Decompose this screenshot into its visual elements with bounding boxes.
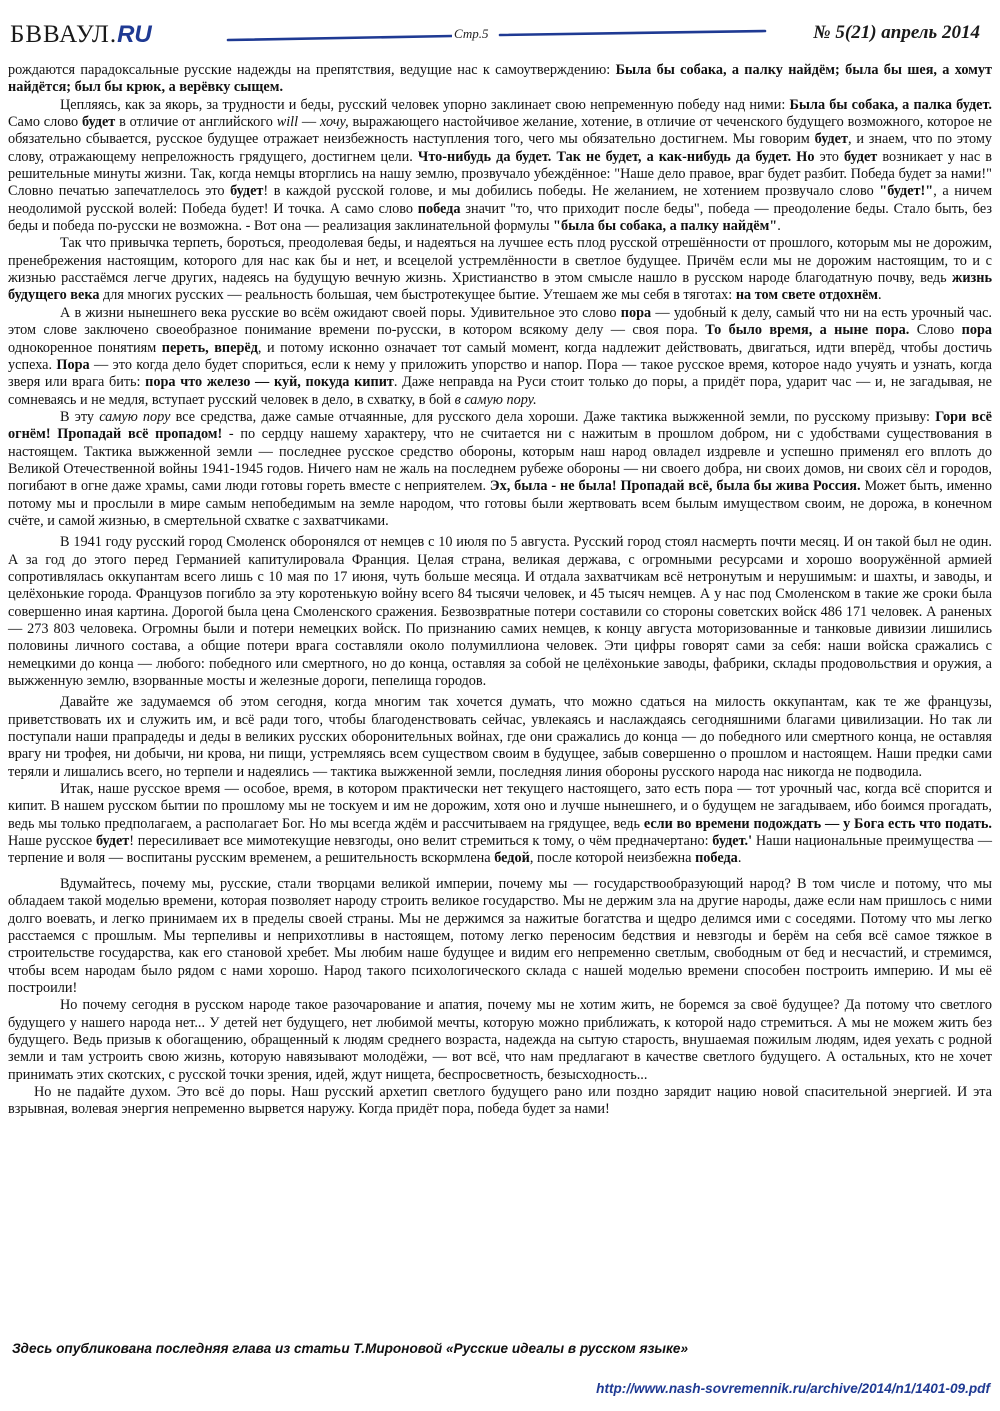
- bold-phrase: То было время, а ныне пора.: [705, 322, 910, 339]
- masthead-logo-ru: RU: [117, 21, 152, 48]
- paragraph-7: Давайте же задумаемся об этом сегодня, когда многим так хочется думать, что можно сдаться на милость оккупантам, как те же французы, приветствовать их и служить им, и всё ради того, чтобы благоденствовать сейчас, увлекаясь и наслаждаясь сегодняшними благами цивилизации. Но так ли поступали наши прапрадеды и деды в великих русских оборонительных войнах, где они сражались до конца — до победного или смертного конца, не оставляя врагу ни трофея, ни добычи, ни крова, ни пищи, устремляясь всем существом своим в будущее, забыв совершенно о прошлом и настоящем. Наши предки сами теряли и лишались всего, но терпели и надеялись — тактика выжженной земли, последняя линия обороны русского народа нас никогда не подводила.: [8, 694, 992, 780]
- paragraph-1: рождаются парадоксальные русские надежды на препятствия, ведущие нас к самоутверждению: Была бы собака, а палку найдём; была бы шея, а хомут найдётся; был бы крюк, а верёвку сыщем.: [8, 62, 993, 96]
- bold-phrase: переть, вперёд: [161, 339, 258, 356]
- bold-phrase: Была бы собака, а палку найдём; была бы шея, а хомут найдётся; был бы крюк, а верёвку сыщем.: [8, 62, 993, 96]
- header-rule-line: [228, 31, 765, 40]
- bold-phrase: победа: [695, 850, 738, 867]
- bold-phrase: победа: [417, 200, 461, 217]
- bold-phrase: бедой: [494, 850, 530, 867]
- bold-phrase: будет: [95, 833, 130, 850]
- paragraph-5: В эту самую пору все средства, даже самые отчаянные, для русского дела хороши. Даже тактика выжженной земли, по русскому призыву: Гори всё огнём! Пропадай всё пропадом! - по сердцу нашему характеру, что не считается ни с нажитым в прошлом добром, ни с удобствами существования в настоящем. Тактика выжженной земли — последнее русское средство обороны, которым наш народ овладел издревле и успешно применял его вплоть до Великой Отечественной войны 1941-1945 годов. Ничего нам не жаль на последнем рубеже обороны — ни своего добра, ни своих домов, ни своих сёл и городов, погибают в огне даже храмы, сами люди готовы гореть вместе с неприятелем. Эх, была - не была! Пропадай всё, была бы жива Россия. Может быть, именно потому мы и прослыли в мире самым непобедимым на земле народом, что готовы были жертвовать всем былым имуществом своим, не дорожа, в конечном счёте, и самой жизнью, в смертельной схватке с захватчиками.: [8, 408, 992, 529]
- italic-phrase: хочу,: [319, 114, 349, 131]
- bold-phrase: на том свете отдохнём: [735, 287, 878, 304]
- bold-phrase: Что-нибудь да будет. Так не будет, а как-нибудь да будет. Но: [417, 148, 815, 165]
- paragraph-11: Но не падайте духом. Это всё до поры. Наш русский архетип светлого будущего рано или поздно зарядит нацию новой спасительной энергией. И эта взрывная, волевая энергия непременно вырвется наружу. Когда придёт пора, победа будет за нами!: [8, 1083, 992, 1118]
- masthead-logo-text: БВВАУЛ.: [10, 21, 118, 48]
- bold-phrase: Гори всё огнём! Пропадай всё пропадом!: [8, 408, 992, 443]
- italic-phrase: самую пору: [99, 408, 171, 425]
- bold-phrase: пора что железо — куй, покуда кипит: [145, 374, 394, 391]
- paragraph-3: Так что привычка терпеть, бороться, преодолевая беды, и надеяться на лучшее есть плод русской отрешённости от прошлого, которым мы не дорожим, пренебрежения настоящим, которого для нас как бы и нет, и всецелой устремлённости в светлое будущее. Причём если мы не дорожим настоящим, то и с жизнью расстаёмся легче других, надеясь на будущую вечную жизнь. Христианство в этом смысле нашло в русском народе благодатную почву, ведь жизнь будущего века для многих русских — реальность большая, чем быстротекущее бытие. Утешаем же мы себя в тяготах: на том свете отдохнём.: [8, 235, 992, 304]
- masthead-logo: [10, 21, 152, 49]
- paragraph-10: Но почему сегодня в русском народе такое разочарование и апатия, почему мы не хотим жить, не боремся за своё будущее? Да потому что светлого будущего у нашего народа нет... У детей нет будущего, нет любимой мечты, которую можно приближать, к которой надо стремиться. А мы не можем жить без будущего. Ведь призыв к обогащению, обращенный к людям среднего возраста, надежда на сытую старость, внушаемая пожилым людям, идея уехать с родной земли и там устроить свою жизнь, которую навязывают молодёжи, — вот всё, что нам предлагают в качестве светлого будущего. А остальных, кто не хочет принимать этих скотских, с русской точки зрения, идей, ждут нищета, беспросветность, безысходность...: [8, 997, 992, 1083]
- bold-phrase: будет: [81, 114, 116, 131]
- italic-phrase: в самую пору.: [454, 391, 537, 408]
- paragraph-9: Вдумайтесь, почему мы, русские, стали творцами великой империи, почему мы — государствообразующий народ? В том числе и потому, что мы обладаем такой моделью времени, которая позволяет народу строить великое государство. Мы не держим зла на другие народы, даже если нам пришлось с ними долго воевать, и легко принимаем их в пределы своей страны. Мы не держимся за нажитые богатства и щедро делимся ими с соседями. Потому что мы легко расстаемся с прошлым. Мы терпеливы и неприхотливы в настоящем, потому легко переносим бедствия и невзгоды и берём на себя всё самое тяжкое в строительстве государства, как его становой хребет. Мы любим наше будущее и видим его непременно светлым, свободным от бед и несчастий, и стремимся, чтобы всем народам было рядом с нами хорошо. Народ такого психологического склада с нашей моделью времени способен построить империю. И мы её построили!: [8, 875, 992, 996]
- italic-phrase: will: [276, 114, 299, 131]
- page-number: Стр.5: [454, 26, 489, 41]
- bold-phrase: будет: [230, 183, 264, 200]
- bold-phrase: пора: [620, 304, 652, 321]
- bold-phrase: будет: [843, 148, 878, 165]
- article-body: [8, 62, 992, 1119]
- bold-phrase: Эх, была - не была! Пропадай всё, была бы жива Россия.: [489, 478, 861, 495]
- paragraph-8: Итак, наше русское время — особое, время, в котором практически нет текущего настоящего, зато есть пора — тот урочный час, когда всё спорится и кипит. В нашем русском бытии по прошлому мы не тоскуем и им не дорожим, хотя оно и лучше нынешнего, и о будущем не загадываем, ибо боимся прогадать, ведь мы только предполагаем, а располагает Бог. Но мы всегда ждём и рассчитываем на грядущее, ведь если во времени подождать — у Бога есть что подать. Наше русское будет! пересиливает все мимотекущие невзгоды, оно велит стремиться к тому, о чём предначертано: будет.' Наши национальные преимущества — терпение и воля — воспитаны русским временем, а решительность вскормлена бедой, после которой неизбежна победа.: [8, 781, 992, 867]
- page-header: [0, 0, 1000, 50]
- source-link[interactable]: http://www.nash-sovremennik.ru/archive/2014/n1/1401-09.pdf: [596, 1381, 990, 1396]
- bold-phrase: "была бы собака, а палку найдём": [553, 218, 778, 235]
- bold-phrase: Пора: [56, 356, 90, 373]
- bold-phrase: жизнь будущего века: [8, 270, 992, 304]
- paragraph-2: Цепляясь, как за якорь, за трудности и беды, русский человек упорно заклинает свою непременную победу над ними: Была бы собака, а палка будет. Само слово будет в отличие от английского will — хочу, выражающего настойчивое желание, хотение, в отличие от чеченского будущего возможного, которое не обязательно сбывается, русское будущее отражает неизбежность наступления того, чего мы обязательно достигнем. Мы говорим будет, и знаем, что по этому слову, отражающему непреложность грядущего, достигнем цели. Что-нибудь да будет. Так не будет, а как-нибудь да будет. Но это будет возникает у нас в решительные минуты жизни. Так, когда немцы вторглись на нашу землю, прозвучало убеждённое: "Наше дело правое, враг будет разбит. Победа будет за нами!" Словно печатью запечатлелось это будет! в каждой русской голове, и мы добились победы. Не желанием, не хотением прозвучало слово "будет!", а ничем неодолимой русской волей: Победа будет! И точка. А само слово победа значит "то, что приходит после беды", победа — преодоление беды. Стало быть, без беды и победа по-русски не возможна. - Вот она — реализация заклинательной формулы "была бы собака, а палку найдём".: [8, 96, 992, 235]
- bold-phrase: будет.': [712, 833, 753, 850]
- paragraph-6: В 1941 году русский город Смоленск оборонялся от немцев с 10 июля по 5 августа. Русский город стоял насмерть почти месяц. И он такой был не один. А за год до этого перед Германией капитулировала Франция. Целая страна, великая держава, с огромными ресурсами и хорошо вооружённой армией сопротивлялась оккупантам всего лишь с 10 мая по 17 июня, чуть больше месяца. И отдала захватчикам всё нетронутым и нерушимым: и шахты, и заводы, и целёхонькие города. Французов погибло за эту коротенькую войну всего 84 тысячи человек, и 45 тысяч немцев. А у нас под Смоленском в такие же сроки была совершенно иная картина. Дорогой была цена Смоленского сражения. Безвозвратные потери составили со стороны советских войск 486 171 человек. А раненых — 273 803 человека. Огромны были и потери немецких войск. По признанию самих немцев, к концу августа моторизованные и танковые дивизии лишились половины личного состава, а общие потери врага составляли около полумиллиона человек. Эти цифры говорят сами за себя: наши войска сражались с немецкими до конца — любого: победного или смертного, но до конца, оставляя за собой не целёхонькие заводы, фабрики, склады продовольствия и оружия, а выжженную землю, взорванные мосты и железные дороги, пепелища городов.: [8, 534, 992, 690]
- bold-phrase: "будет!": [879, 183, 934, 200]
- source-note: Здесь опубликована последняя глава из статьи Т.Мироновой «Русские идеалы в русском языке»: [12, 1341, 689, 1356]
- paragraph-4: А в жизни нынешнего века русские во всём ожидают своей поры. Удивительное это слово пора — удобный к делу, самый что ни на есть урочный час. этом слове заключено своеобразное понимание времени по-русски, в котором всякому делу — своя пора. То было время, а ныне пора. Слово пора однокоренное понятиям переть, вперёд, и потому исконно означает тот самый момент, когда надлежит действовать, двигаться, идти вперёд, чтобы достичь успеха. Пора — это когда дело будет спориться, если к нему у приложить упорство и напор. Пора — такое русское время, которое надо учуять и узнать, когда зверя или врага бить: пора что железо — куй, покуда кипит. Даже неправда на Руси стоит только до поры, а придёт пора, ударит час — и, не загадывая, не сомневаясь и не медля, вступает русский человек в дело, в схватку, в бой в самую пору.: [8, 304, 993, 408]
- bold-phrase: если во времени подождать — у Бога есть что подать.: [643, 815, 992, 832]
- issue-info: № 5(21) апрель 2014: [813, 22, 980, 43]
- bold-phrase: пора: [961, 322, 993, 339]
- bold-phrase: Была бы собака, а палка будет.: [789, 96, 992, 113]
- bold-phrase: будет: [814, 131, 848, 148]
